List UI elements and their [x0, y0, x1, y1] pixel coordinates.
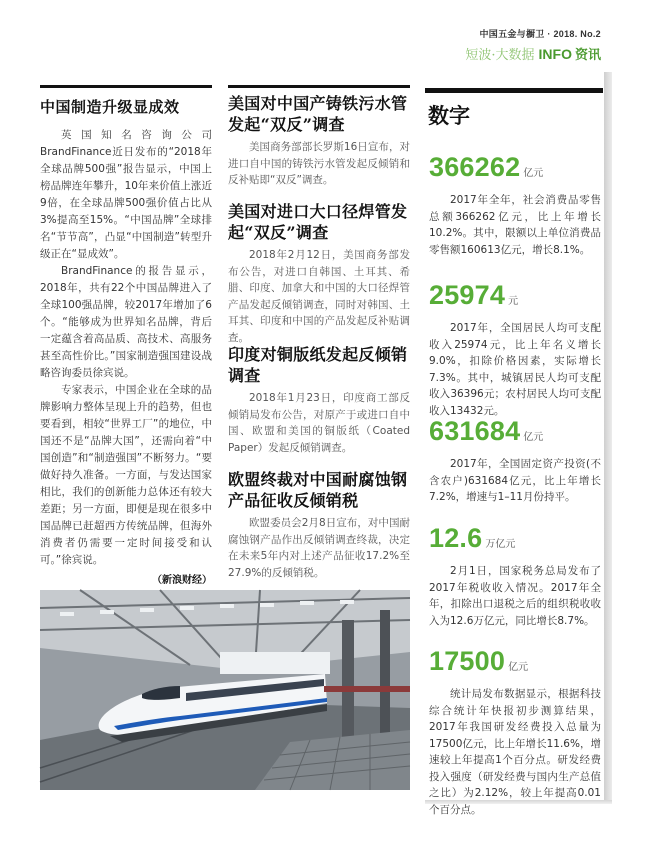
news-item: [228, 201, 410, 346]
stat-unit: 亿元: [508, 662, 529, 673]
stat-unit: 亿元: [523, 432, 544, 443]
stat-unit: 亿元: [523, 168, 544, 179]
feature-article: [40, 85, 212, 585]
section-banner: [465, 45, 601, 65]
stat-value: 25974: [429, 280, 506, 310]
column-top-rule: [228, 85, 410, 88]
news-briefs: [228, 85, 410, 585]
news-body: 2018年2月12日，美国商务部发布公告，对进口自韩国、土耳其、希腊、印度、加拿大和中国的大口径焊管产品发起反倾销调查，同时对韩国、土耳其、印度和中国的产品发起反补贴调查。: [228, 249, 410, 344]
news-item: [228, 93, 410, 189]
news-title: 美国对进口大口径焊管发起“双反”调查: [228, 202, 408, 242]
stat-text: 统计局发布数据显示，根据科技综合统计年快报初步测算结果，2017年我国研发经费投入总量为17500亿元，比上年增长11.6%，增速较上年提高1个百分点。研发经费投入强度（研发经费与国内生产总值之比）为2.12%，较上年提高0.01个百分点。: [429, 688, 601, 816]
stat-value: 17500: [429, 646, 506, 676]
news-title: 美国对中国产铸铁污水管发起“双反”调查: [228, 94, 408, 134]
feature-paragraph: 专家表示，中国企业在全球的品牌影响力整体呈现上升的趋势，但也要看到，相较“世界工厂”的地位，中国还不是“品牌大国”，还需向着“中国创造”和“制造强国”不断努力。“要做好持久准备。一方面，与发达国家相比，我们的创新能力总体还有较大差距；另一方面，即便是现在很多中国品牌已赶超西方传统品牌，但海外消费者仍需要一定时间接受和认可。”徐宾说。: [40, 384, 212, 566]
column-top-rule: [40, 85, 212, 88]
numbers-column: [425, 85, 603, 816]
news-body: 欧盟委员会2月8日宣布，对中国耐腐蚀钢产品作出反倾销调查终裁，决定在未来5年内对上述产品征收17.2%至27.9%的反倾销税。: [228, 517, 410, 579]
section-title-cn: 短波·大数据: [465, 48, 535, 63]
column-top-rule: [425, 88, 603, 93]
stat-text: 2月1日，国家税务总局发布了2017年税收收入情况。2017年全年，扣除出口退税之后的组织税收收入为12.6万亿元，同比增长8.7%。: [429, 565, 601, 627]
stat-text: 2017年，全国固定资产投资(不含农户)631684亿元，比上年增长7.2%，增速与1–11月份持平。: [429, 458, 601, 503]
train-depot-photo: [40, 590, 410, 790]
magazine-issue-label: 中国五金与橱卫 · 2018. No.2: [479, 29, 601, 39]
news-body: 美国商务部部长罗斯16日宣布，对进口自中国的铸铁污水管发起反倾销和反补贴即“双反”调查。: [228, 141, 410, 186]
section-title-en: INFO: [538, 46, 572, 62]
numbers-heading: 数字: [428, 104, 470, 128]
stat-unit: 万亿元: [485, 539, 516, 550]
stat-value: 12.6: [429, 523, 483, 553]
section-tag: 资讯: [574, 48, 601, 63]
stat-item: [429, 645, 601, 818]
stat-text: 2017年全年，社会消费品零售总额366262亿元，比上年增长10.2%。其中，限额以上单位消费品零售额160613亿元，增长8.1%。: [429, 194, 601, 256]
stat-text: 2017年，全国居民人均可支配收入25974元，比上年名义增长9.0%，扣除价格因素，实际增长7.3%。其中，城镇居民人均可支配收入36396元；农村居民人均可支配收入13432元。: [429, 322, 601, 417]
stat-value: 366262: [429, 152, 521, 182]
feature-paragraph: 英国知名咨询公司BrandFinance近日发布的“2018年全球品牌500强”报告显示，中国上榜品牌连年攀升，10年来价值上涨近9倍，在全球品牌500强价值占比从3%提高至15%。“中国品牌”全球排名“节节高”，凸显“中国制造”转型升级正在“显成效”。: [40, 129, 212, 260]
stat-item: [429, 279, 601, 419]
feature-paragraph: BrandFinance的报告显示，2018年，共有22个中国品牌进入了全球100强品牌，较2017年增加了6个。“能够成为世界知名品牌，背后一定蕴含着高品质、高技术、高服务甚至高性价比。”国家制造强国建设战略咨询委员徐宾说。: [40, 265, 212, 379]
stat-item: [429, 415, 601, 506]
column-shadow: [425, 800, 612, 804]
stat-unit: 元: [508, 296, 519, 307]
feature-title: 中国制造升级显成效: [40, 98, 180, 116]
stat-item: [429, 151, 601, 258]
news-body: 2018年1月23日，印度商工部反倾销局发布公告，对原产于或进口自中国、欧盟和美国的铜版纸（Coated Paper）发起反倾销调查。: [228, 392, 410, 454]
news-item: [228, 469, 410, 581]
column-shadow: [604, 72, 612, 802]
news-title: 欧盟终裁对中国耐腐蚀钢产品征收反倾销税: [228, 470, 408, 510]
stat-item: [429, 522, 601, 629]
stat-value: 631684: [429, 416, 521, 446]
news-item: [228, 344, 410, 456]
news-title: 印度对铜版纸发起反倾销调查: [228, 345, 408, 385]
article-source: （新浪财经）: [152, 575, 212, 586]
